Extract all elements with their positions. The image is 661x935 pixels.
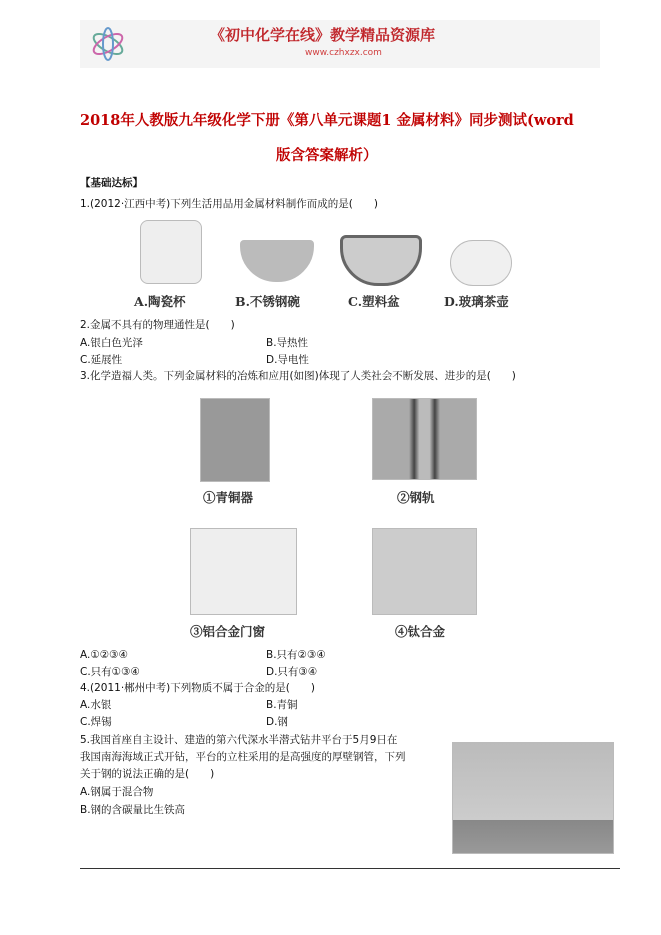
steel-bowl-image [240, 240, 314, 282]
bronze-vessel-image [200, 398, 270, 482]
q5-option-b: B.钢的含碳量比生铁高 [80, 804, 186, 816]
q2-option-d: D.导电性 [266, 354, 309, 366]
q3-caption-1: ①青铜器 [203, 490, 254, 505]
aluminum-window-image [190, 528, 297, 615]
porcelain-cup-image [140, 220, 202, 284]
q4-option-a: A.水银 [80, 699, 112, 711]
q3-caption-4: ④钛合金 [395, 624, 446, 639]
footer-divider [80, 868, 620, 869]
doc-title-line1: 2018年人教版九年级化学下册《第八单元课题1 金属材料》同步测试(word [80, 112, 574, 129]
q3-option-c: C.只有①③④ [80, 666, 140, 678]
q2-option-c: C.延展性 [80, 354, 123, 366]
q2-option-a: A.银白色光泽 [80, 337, 143, 349]
plastic-basin-image [340, 235, 422, 286]
glass-teapot-image [450, 240, 512, 286]
q4-option-d: D.钢 [266, 716, 288, 728]
drilling-platform-image [452, 742, 614, 854]
q1-caption-c: C.塑料盆 [348, 294, 400, 309]
banner-url: www.czhxzx.com [305, 48, 382, 58]
q1-caption-b: B.不锈钢碗 [235, 294, 300, 309]
q5-option-a: A.钢属于混合物 [80, 786, 154, 798]
q1-caption-d: D.玻璃茶壶 [444, 294, 509, 309]
doc-title-line2: 版含答案解析） [276, 147, 378, 164]
q3-option-b: B.只有②③④ [266, 649, 326, 661]
q3-stem: 3.化学造福人类。下列金属材料的冶炼和应用(如图)体现了人类社会不断发展、进步的是( ) [80, 370, 516, 382]
titanium-jet-image [372, 528, 477, 615]
q2-option-b: B.导热性 [266, 337, 309, 349]
banner-title: 《初中化学在线》教学精品资源库 [210, 26, 436, 44]
q3-caption-3: ③铝合金门窗 [190, 624, 266, 639]
q4-stem: 4.(2011·郴州中考)下列物质不属于合金的是( ) [80, 682, 315, 694]
logo-icon [88, 26, 128, 62]
q1-caption-a: A.陶瓷杯 [134, 294, 186, 309]
q4-option-b: B.青铜 [266, 699, 298, 711]
q1-stem: 1.(2012·江西中考)下列生活用品用金属材料制作而成的是( ) [80, 198, 378, 210]
header-banner [80, 20, 600, 68]
q4-option-c: C.焊锡 [80, 716, 112, 728]
q3-option-a: A.①②③④ [80, 649, 128, 661]
section-heading: 【基础达标】 [80, 177, 143, 189]
q2-stem: 2.金属不具有的物理通性是( ) [80, 319, 235, 331]
q3-caption-2: ②钢轨 [397, 490, 435, 505]
steel-rail-image [372, 398, 477, 480]
q3-option-d: D.只有③④ [266, 666, 318, 678]
q5-line3: 关于钢的说法正确的是( ) [80, 768, 215, 780]
q5-line1: 5.我国首座自主设计、建造的第六代深水半潜式钻井平台于5月9日在 [80, 734, 398, 746]
q5-line2: 我国南海海域正式开钻，平台的立柱采用的是高强度的厚壁钢管，下列 [80, 751, 406, 763]
